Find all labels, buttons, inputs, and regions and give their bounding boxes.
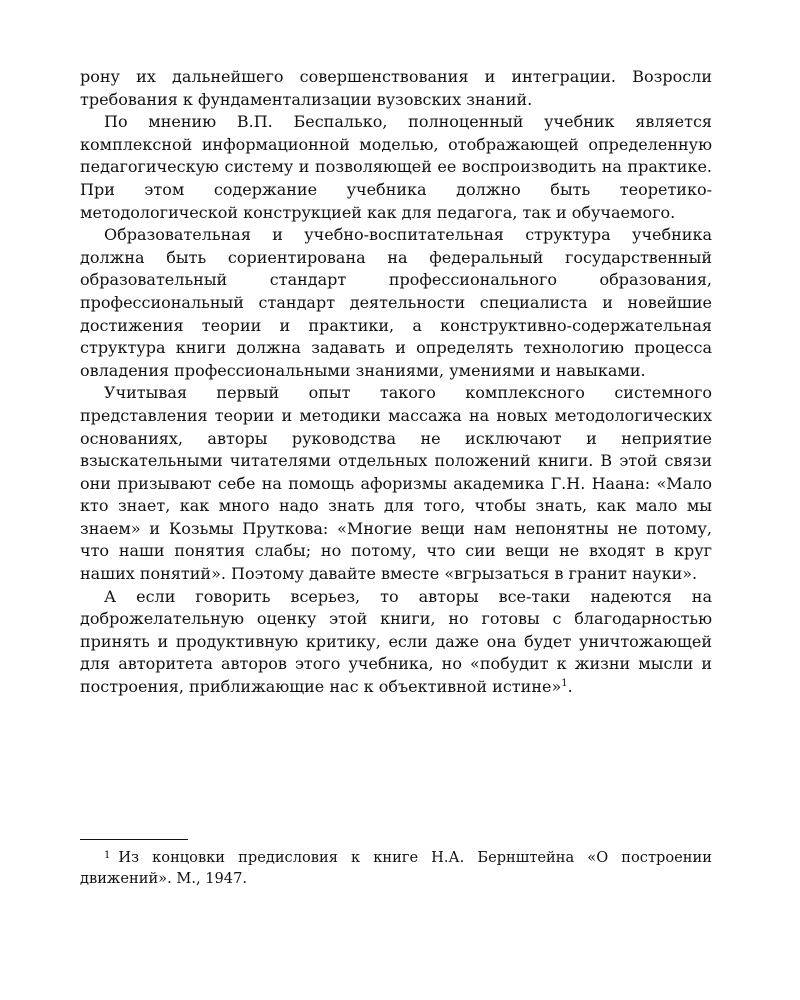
footnote	[80, 845, 712, 889]
paragraph-bespalko: По мнению В.П. Беспалько, полноценный учебник является комплексной информационной моделью, отображающей определенную педагогическую систему и позволяющей ее воспроизводить на практике. При этом содержание учебника должно быть теоретико-методологической конструкцией как для педагога, так и обучаемого.	[80, 112, 712, 222]
paragraph-structure: Образовательная и учебно-воспитательная структура учебника должна быть сориентирована на федеральный государственный образовательный стандарт профессионального образования, профессиональный стандарт деятельности специалиста и новейшие достижения теории и практики, а конструктивно-содержательная структура книги должна задавать и определять технологию процесса овладения профессиональными знаниями, умениями и навыками.	[80, 225, 712, 380]
footnote-reference[interactable]: 1	[561, 678, 568, 690]
body-text	[80, 66, 712, 699]
footnote-separator	[80, 839, 188, 840]
paragraph-conclusion-end: .	[567, 677, 573, 697]
paragraph-conclusion	[80, 586, 712, 699]
paragraph-conclusion-text: А если говорить всерьез, то авторы все-таки надеются на доброжелательную оценку этой книги, но готовы с благодарностью принять и продуктивную критику, если даже она будет уничтожающей для авторитета авторов этого учебника, но «побудит к жизни мысли и построения, приближающие нас к объективной истине»	[80, 586, 712, 697]
footnote-number: 1	[104, 850, 111, 861]
paragraph-continuation: рону их дальнейшего совершенствования и интеграции. Возросли требования к фундаментализации вузовских знаний.	[80, 67, 712, 109]
paragraph-aphorisms: Учитывая первый опыт такого комплексного системного представления теории и методики массажа на новых методологических основаниях, авторы руководства не исключают и неприятие взыскательными читателями отдельных положений книги. В этой связи они призывают себе на помощь афоризмы академика Г.Н. Наана: «Мало кто знает, как много надо знать для того, чтобы знать, как мало мы знаем» и Козьмы Пруткова: «Многие вещи нам непонятны не потому, что наши понятия слабы; но потому, что сии вещи не входят в круг наших понятий». Поэтому давайте вместе «вгрызаться в гранит науки».	[80, 383, 712, 584]
footnote-text: Из концовки предисловия к книге Н.А. Бернштейна «О построении движений». М., 1947.	[80, 849, 712, 887]
